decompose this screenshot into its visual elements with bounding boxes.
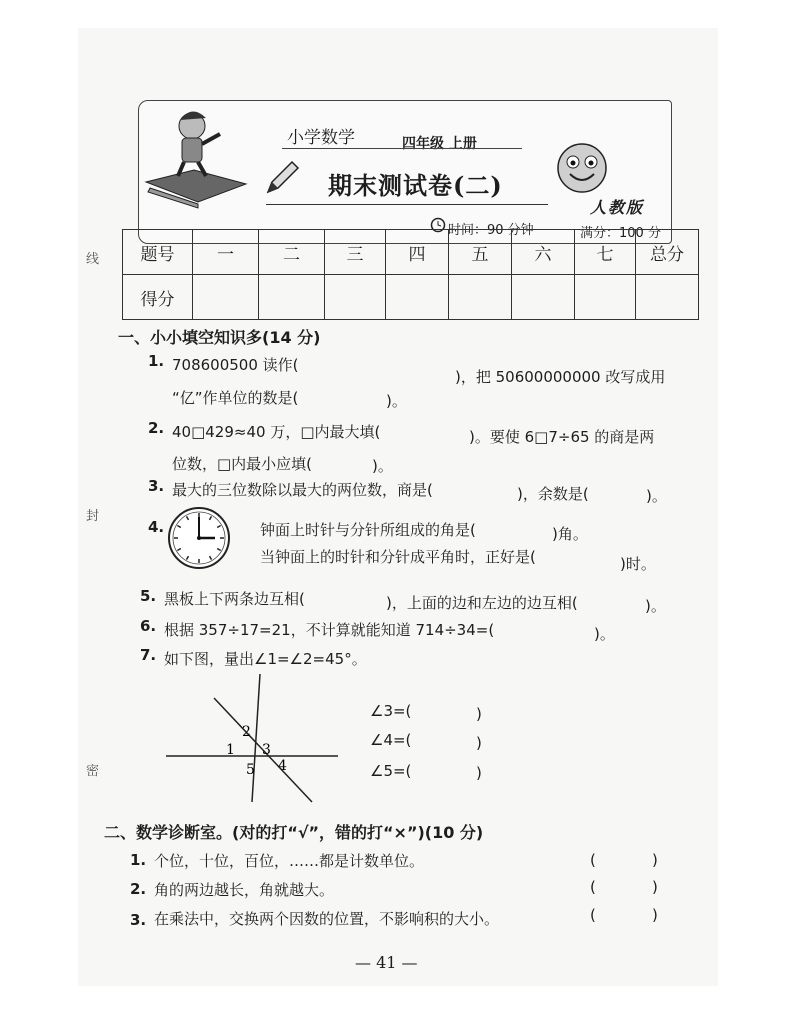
- paren-close: ): [476, 705, 482, 723]
- score-cell[interactable]: [386, 275, 449, 320]
- q5-text-c: )。: [645, 597, 666, 615]
- question-number: 5.: [140, 587, 157, 605]
- q7-text: 如下图，量出∠1=∠2=45°。: [164, 650, 367, 668]
- table-col-3: 三: [325, 230, 386, 275]
- score-cell[interactable]: [575, 275, 636, 320]
- paren-open: (: [590, 906, 596, 924]
- q4-text-a: 钟面上时针与分针所组成的角是(: [260, 521, 476, 539]
- exam-title: 期末测试卷(二): [328, 171, 503, 200]
- q4-text-b: )角。: [552, 525, 588, 543]
- q2-text-a: 40□429≈40 万，□内最大填(: [172, 423, 381, 441]
- angle-3-answer: ∠3=(: [370, 702, 412, 720]
- score-cell[interactable]: [449, 275, 512, 320]
- angle-label-5: 5: [246, 762, 255, 778]
- subject-underline: [282, 148, 522, 149]
- score-cell[interactable]: [193, 275, 259, 320]
- table-row-label: 得分: [123, 275, 193, 320]
- table-col-4: 四: [386, 230, 449, 275]
- paren-close: ): [652, 851, 658, 869]
- angle-4-answer: ∠4=(: [370, 731, 412, 749]
- q3-text-a: 最大的三位数除以最大的两位数，商是(: [172, 481, 433, 499]
- angle-label-1: 1: [226, 742, 235, 758]
- q1-text-b: )，把 50600000000 改写成用: [455, 368, 666, 386]
- paren-close: ): [476, 764, 482, 782]
- question-number: 4.: [148, 518, 165, 536]
- q4-text-c: 当钟面上的时针和分针成平角时，正好是(: [260, 548, 536, 566]
- q4-text-d: )时。: [620, 555, 656, 573]
- q6-text-b: )。: [594, 625, 615, 643]
- question-number: 1.: [148, 352, 165, 370]
- score-cell[interactable]: [636, 275, 699, 320]
- paren-close: ): [652, 906, 658, 924]
- judge-item-1: 个位，十位，百位，……都是计数单位。: [154, 852, 425, 870]
- q1-text-a: 708600500 读作(: [172, 356, 299, 374]
- q2-text-b: )。要使 6□7÷65 的商是两: [469, 428, 655, 446]
- grade-label: 四年级 上册: [402, 136, 477, 152]
- time-label: 时间：90 分钟: [448, 223, 534, 238]
- section-2-title: 二、数学诊断室。(对的打“√”，错的打“×”)(10 分): [104, 823, 484, 842]
- clock-face-illustration: [166, 505, 232, 571]
- intersecting-lines-figure: [160, 670, 350, 805]
- score-table-score-row: [123, 275, 699, 320]
- full-score-label: 满分：100 分: [580, 226, 661, 241]
- angle-label-3: 3: [262, 742, 271, 758]
- paren-open: (: [590, 851, 596, 869]
- question-number: 3.: [130, 911, 147, 929]
- angle-5-answer: ∠5=(: [370, 762, 412, 780]
- question-number: 2.: [130, 880, 147, 898]
- boy-on-book-illustration: [142, 104, 252, 212]
- subject-label: 小学数学: [287, 128, 355, 148]
- smiley-ball-icon: [552, 138, 612, 200]
- score-cell[interactable]: [259, 275, 325, 320]
- angle-label-4: 4: [278, 758, 287, 774]
- table-col-7: 七: [575, 230, 636, 275]
- score-cell[interactable]: [512, 275, 575, 320]
- question-number: 6.: [140, 617, 157, 635]
- judge-item-3: 在乘法中，交换两个因数的位置，不影响积的大小。: [154, 910, 500, 928]
- section-1-title: 一、小小填空知识多(14 分): [118, 328, 321, 347]
- q2-text-d: )。: [372, 457, 393, 475]
- q3-text-c: )。: [646, 487, 667, 505]
- angle-label-2: 2: [242, 724, 251, 740]
- judge-item-2: 角的两边越长，角就越大。: [154, 881, 335, 899]
- side-mark-feng: 封: [86, 509, 100, 524]
- edition-label: 人教版: [590, 198, 645, 217]
- pencil-icon: [262, 158, 302, 198]
- table-col-5: 五: [449, 230, 512, 275]
- title-underline: [266, 204, 548, 205]
- q5-text-a: 黑板上下两条边互相(: [164, 590, 305, 608]
- table-row-label: 题号: [123, 230, 193, 275]
- paren-close: ): [652, 878, 658, 896]
- page-number: — 41 —: [355, 953, 418, 972]
- paren-open: (: [590, 878, 596, 896]
- question-number: 1.: [130, 851, 147, 869]
- q6-text-a: 根据 357÷17=21，不计算就能知道 714÷34=(: [164, 621, 495, 639]
- score-cell[interactable]: [325, 275, 386, 320]
- paren-close: ): [476, 734, 482, 752]
- question-number: 7.: [140, 646, 157, 664]
- side-mark-mi: 密: [86, 764, 100, 779]
- side-mark-xian: 线: [86, 252, 100, 267]
- score-table-header-row: [123, 230, 699, 275]
- q3-text-b: )，余数是(: [517, 485, 589, 503]
- table-col-total: 总分: [636, 230, 699, 275]
- q2-text-c: 位数，□内最小应填(: [172, 455, 313, 473]
- q1-text-c: “亿”作单位的数是(: [172, 389, 299, 407]
- score-table: [122, 229, 699, 320]
- q1-text-d: )。: [386, 392, 407, 410]
- table-col-2: 二: [259, 230, 325, 275]
- question-number: 3.: [148, 477, 165, 495]
- table-col-1: 一: [193, 230, 259, 275]
- question-number: 2.: [148, 419, 165, 437]
- q5-text-b: )，上面的边和左边的边互相(: [386, 594, 578, 612]
- table-col-6: 六: [512, 230, 575, 275]
